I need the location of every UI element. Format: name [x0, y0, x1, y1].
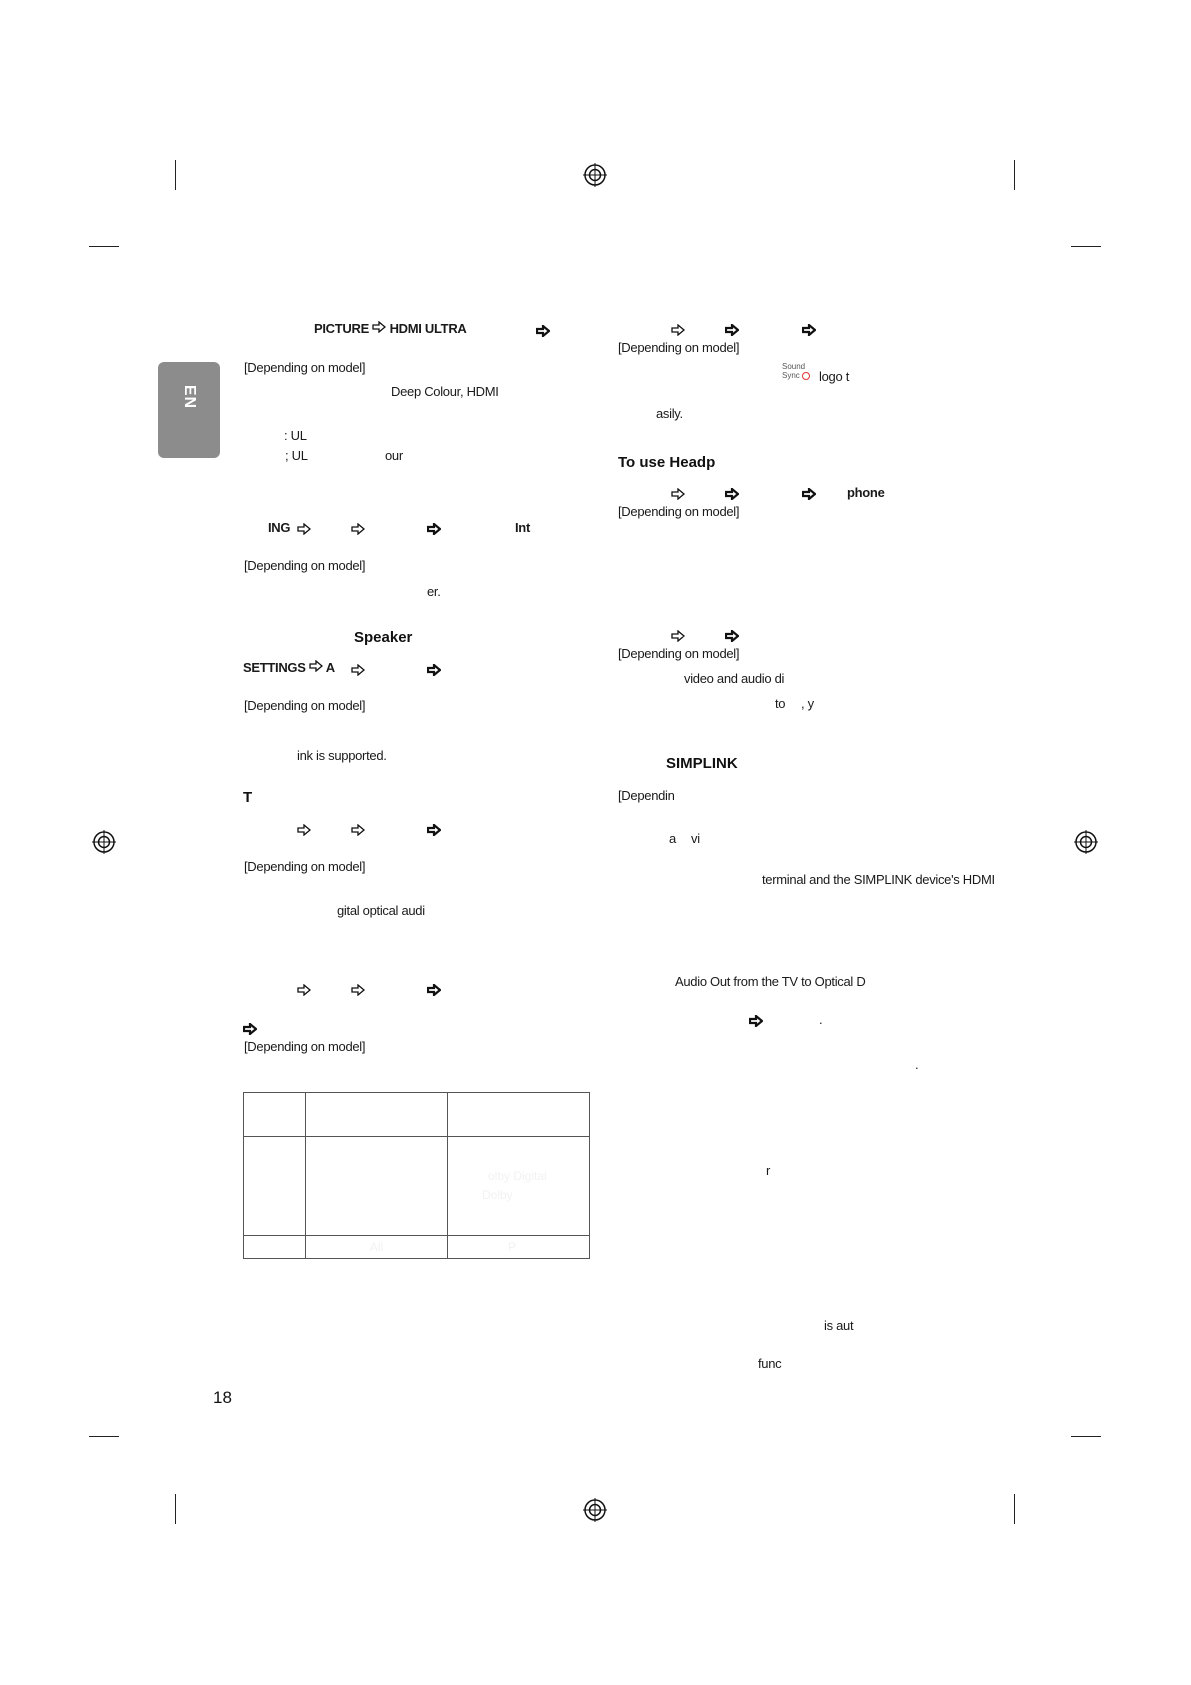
- menu-path-ing: ING: [268, 520, 291, 535]
- table-row: [244, 1137, 590, 1236]
- registration-target-icon: [92, 830, 116, 854]
- table-row: [244, 1236, 590, 1259]
- crop-mark-top-left: [175, 160, 176, 190]
- text-fragment: Deep Colour, HDMI: [391, 384, 499, 399]
- registration-target-icon: [583, 1498, 607, 1522]
- crop-mark-bottom-right: [1014, 1494, 1015, 1524]
- text-fragment: vi: [691, 831, 700, 846]
- arrow-right-icon: [427, 984, 441, 996]
- text-fragment: phone: [847, 485, 885, 500]
- text-fragment: : UL: [284, 428, 307, 443]
- depending-note: [Dependin: [618, 788, 675, 803]
- text-fragment: ; UL: [285, 448, 308, 463]
- sound-sync-logo: Sound Sync: [782, 362, 812, 380]
- arrow-right-icon: [243, 1023, 257, 1035]
- crop-mark-left-bottom: [89, 1436, 119, 1437]
- menu-path-picture: PICTURE HDMI ULTRA: [314, 321, 467, 336]
- arrow-right-icon: [427, 824, 441, 836]
- table-cell: P: [448, 1236, 590, 1259]
- text-fragment: a: [669, 831, 676, 846]
- text-fragment: , y: [801, 696, 814, 711]
- depending-note: [Depending on model]: [618, 646, 740, 661]
- table-cell: [244, 1137, 306, 1236]
- arrow-right-icon: [725, 324, 739, 336]
- arrow-right-icon: [351, 984, 365, 996]
- table-cell: [306, 1093, 448, 1137]
- text-fragment: to: [775, 696, 786, 711]
- table-cell: [244, 1093, 306, 1137]
- depending-note: [Depending on model]: [244, 1039, 366, 1054]
- section-heading-speaker: Speaker: [354, 629, 413, 646]
- text-fragment: Audio Out from the TV to Optical D: [675, 974, 866, 989]
- crop-mark-top-right: [1014, 160, 1015, 190]
- arrow-right-icon: [372, 321, 386, 333]
- text-fragment: Int: [515, 520, 530, 535]
- text-fragment: logo t: [819, 369, 850, 384]
- arrow-right-icon: [536, 325, 550, 337]
- text-fragment: is aut: [824, 1318, 854, 1333]
- section-heading-headphone: To use Headp: [618, 454, 716, 471]
- arrow-right-icon: [671, 488, 685, 500]
- arrow-right-icon: [725, 488, 739, 500]
- arrow-right-icon: [351, 824, 365, 836]
- arrow-right-icon: [802, 324, 816, 336]
- registration-target-icon: [1074, 830, 1098, 854]
- depending-note: [Depending on model]: [244, 360, 366, 375]
- text-fragment: func: [758, 1356, 782, 1371]
- arrow-right-icon: [297, 984, 311, 996]
- text-fragment: .: [819, 1012, 823, 1027]
- table-row: [244, 1093, 590, 1137]
- section-heading-t: T: [243, 789, 253, 806]
- table-cell: [306, 1137, 448, 1236]
- arrow-right-icon: [725, 630, 739, 642]
- depending-note: [Depending on model]: [618, 340, 740, 355]
- text-fragment: er.: [427, 584, 441, 599]
- arrow-right-icon: [802, 488, 816, 500]
- menu-path-settings: SETTINGS A: [243, 660, 335, 675]
- depending-note: [Depending on model]: [618, 504, 740, 519]
- section-heading-simplink: SIMPLINK: [666, 755, 738, 772]
- depending-note: [Depending on model]: [244, 698, 366, 713]
- crop-mark-bottom-left: [175, 1494, 176, 1524]
- table-cell-text: Dolby: [482, 1188, 513, 1202]
- depending-note: [Depending on model]: [244, 859, 366, 874]
- registration-target-icon: [583, 163, 607, 187]
- text-fragment: .: [915, 1057, 919, 1072]
- page-number: 18: [213, 1388, 232, 1407]
- text-fragment: terminal and the SIMPLINK device's HDMI: [762, 872, 995, 887]
- arrow-right-icon: [297, 523, 311, 535]
- crop-mark-left-top: [89, 246, 119, 247]
- arrow-right-icon: [351, 523, 365, 535]
- crop-mark-right-bottom: [1071, 1436, 1101, 1437]
- table-cell: [448, 1137, 590, 1236]
- text-fragment: video and audio di: [684, 671, 785, 686]
- text-fragment: our: [385, 448, 403, 463]
- table-cell: [448, 1093, 590, 1137]
- language-tab: [158, 362, 220, 458]
- depending-note: [Depending on model]: [244, 558, 366, 573]
- table-cell: All: [306, 1236, 448, 1259]
- table-cell-text: olby Digital: [488, 1169, 547, 1183]
- arrow-right-icon: [671, 324, 685, 336]
- text-fragment: asily.: [656, 406, 683, 421]
- language-tab-label: EN: [181, 384, 198, 410]
- arrow-right-icon: [749, 1015, 763, 1027]
- audio-format-table: [243, 1092, 590, 1259]
- text-fragment: gital optical audi: [337, 903, 425, 918]
- arrow-right-icon: [351, 664, 365, 676]
- crop-mark-right-top: [1071, 246, 1101, 247]
- arrow-right-icon: [427, 664, 441, 676]
- arrow-right-icon: [297, 824, 311, 836]
- arrow-right-icon: [671, 630, 685, 642]
- arrow-right-icon: [427, 523, 441, 535]
- table-cell: [244, 1236, 306, 1259]
- text-fragment: ink is supported.: [297, 748, 387, 763]
- text-fragment: r: [766, 1163, 771, 1178]
- arrow-right-icon: [309, 660, 323, 672]
